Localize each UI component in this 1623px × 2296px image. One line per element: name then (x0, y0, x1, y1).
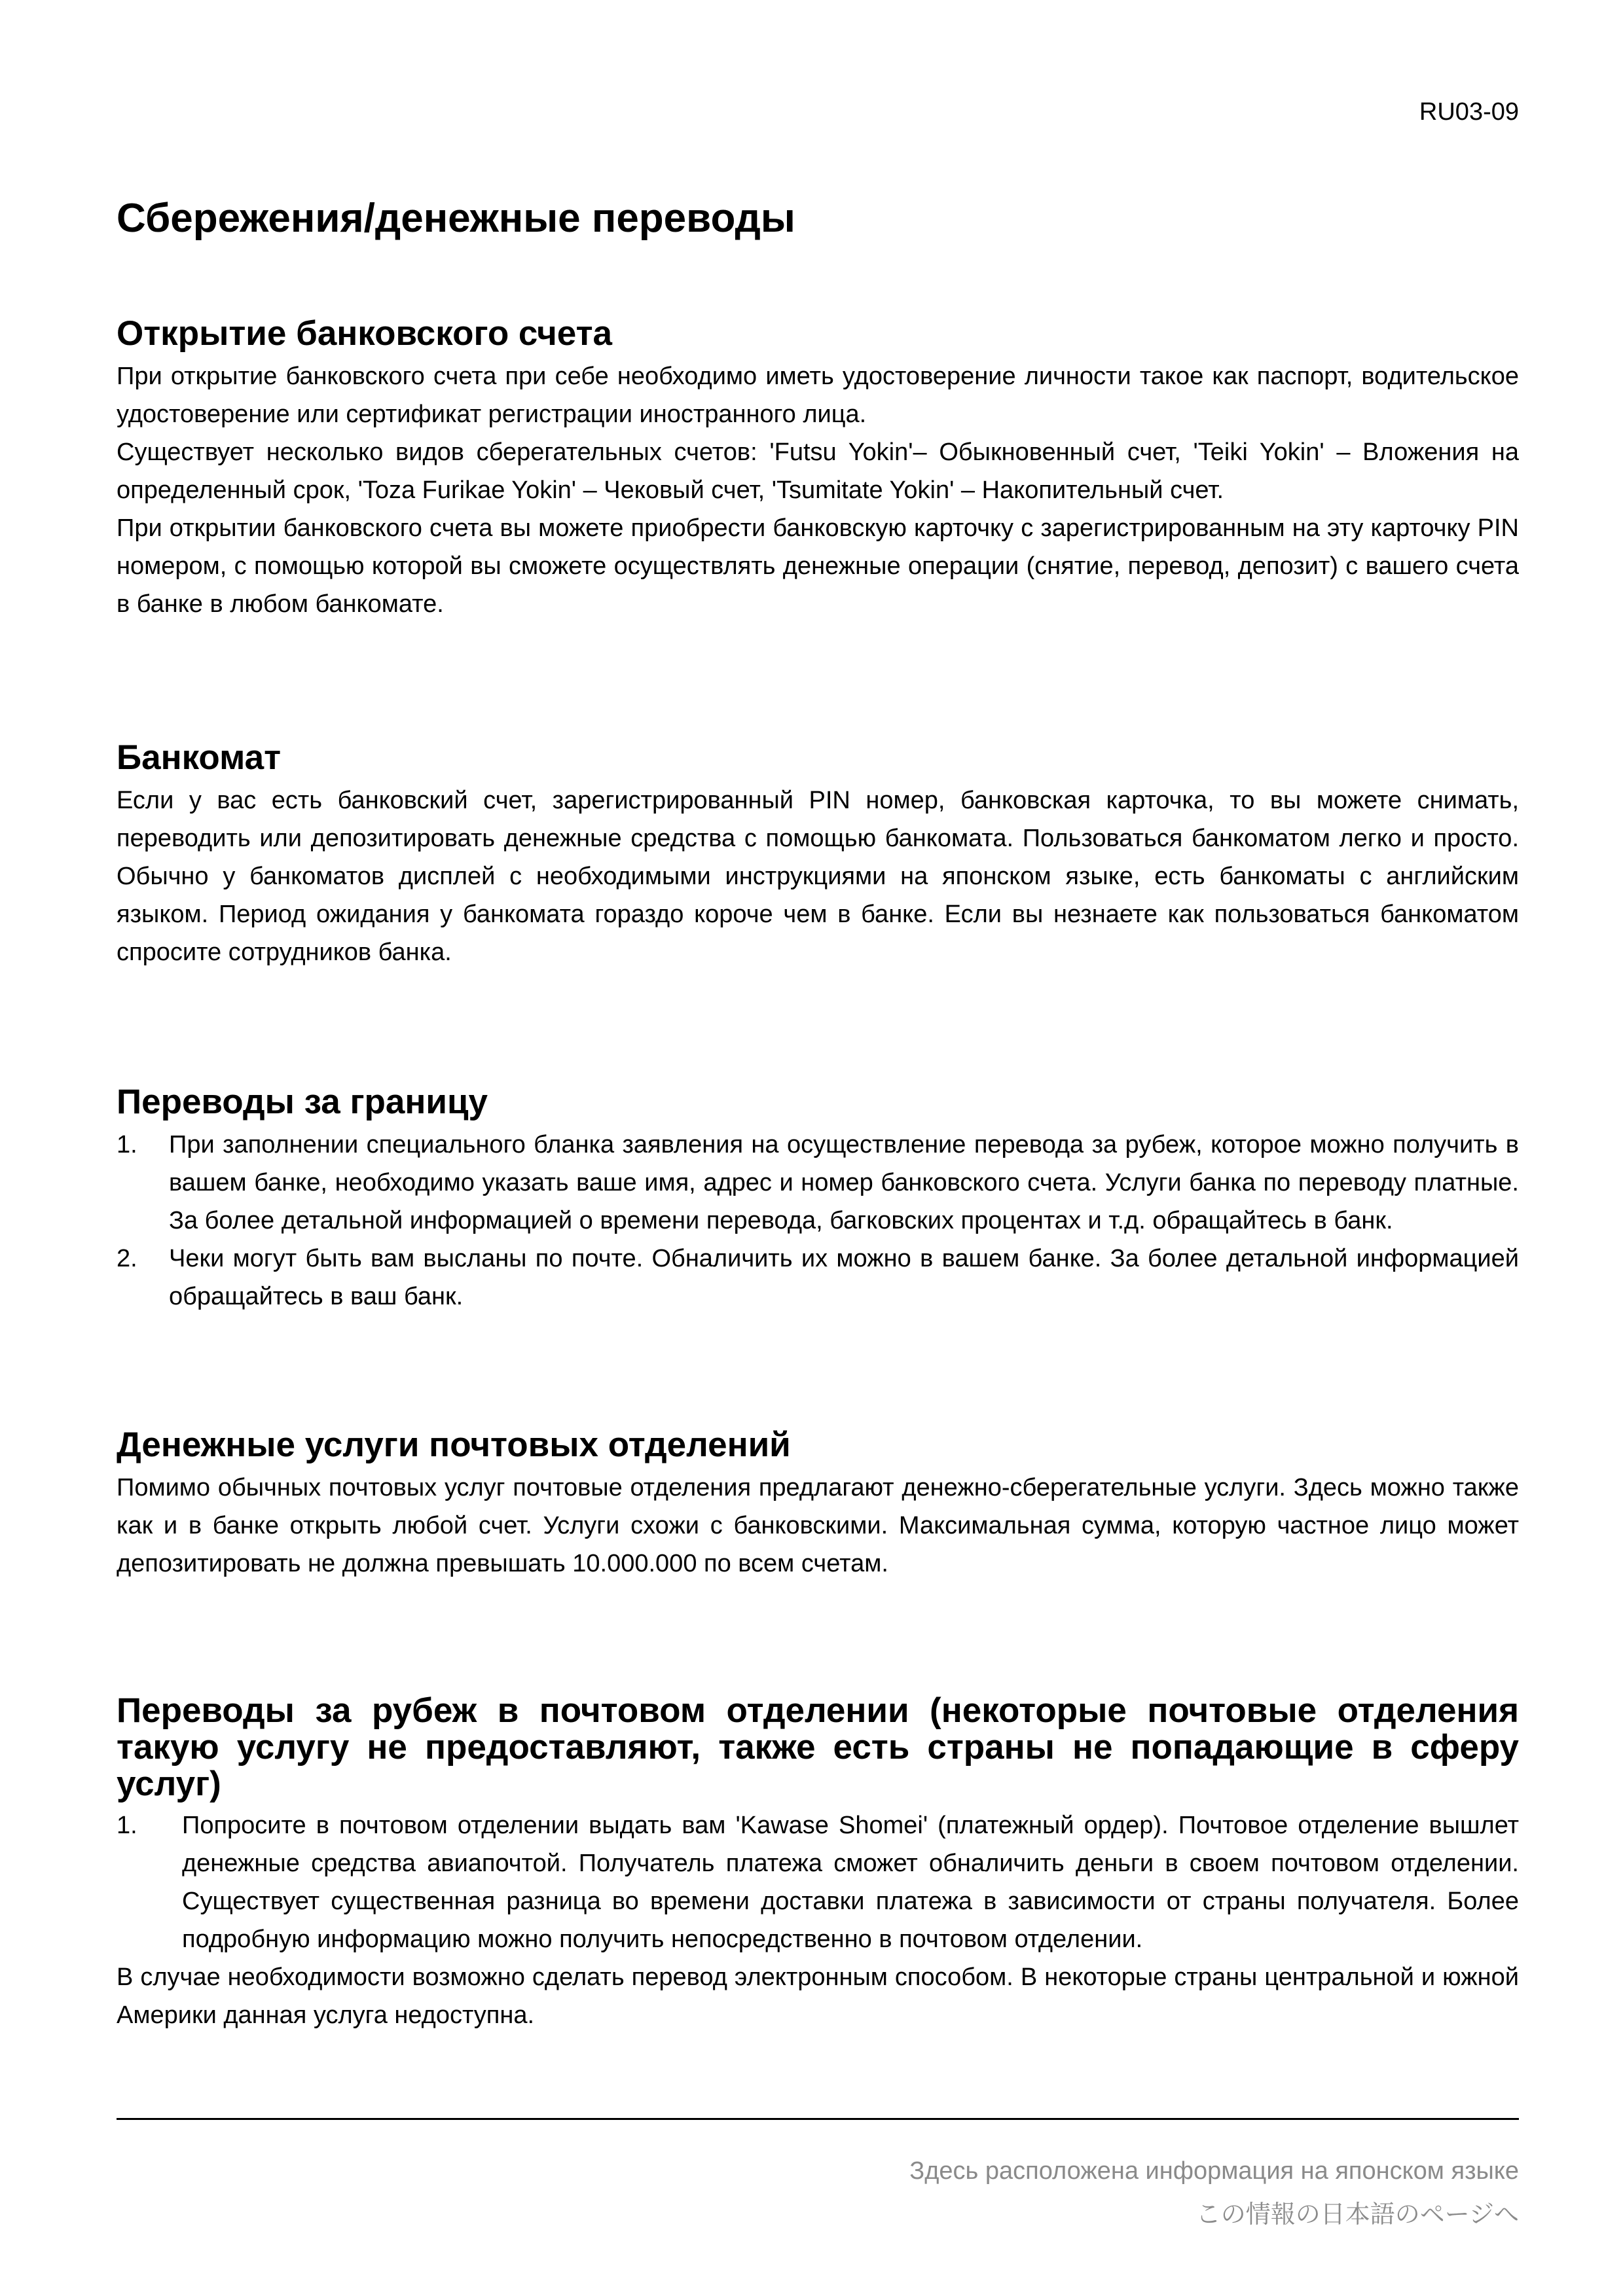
list-item-text: Попросите в почтовом отделении выдать вам 'Kawase Shomei' (платежный ордер). Почтовое отделение вышлет денежные средства авиапочтой. Получатель платежа сможет обналичить деньги в своем почтовом отделении. Существует существенная разница во времени доставки платежа в зависимости от страны получателя. Более подробную информацию можно получить непосредственно в почтовом отделении. (182, 1812, 1519, 1953)
japanese-info-link[interactable]: Здесь расположена информация на японском языке (909, 2157, 1519, 2185)
numbered-list (117, 1806, 1519, 1958)
list-item-text: Чеки могут быть вам высланы по почте. Обналичить их можно в вашем банке. За более детальной информацией обращайтесь в ваш банк. (169, 1245, 1519, 1310)
section-heading: Открытие банковского счета (117, 314, 613, 353)
footer-divider (117, 2118, 1519, 2120)
section-heading: Переводы за границу (117, 1083, 488, 1121)
section-heading: Денежные услуги почтовых отделений (117, 1426, 791, 1464)
list-item (117, 1126, 1519, 1240)
numbered-list (117, 1126, 1519, 1316)
section-postal-money-services (117, 1426, 1519, 1583)
section-transfers-abroad (117, 1083, 1519, 1316)
paragraph: При открытие банковского счета при себе необходимо иметь удостоверение личности такое как паспорт, водительское удостоверение или сертификат регистрации иностранного лица. (117, 363, 1519, 428)
closing-paragraph: В случае необходимости возможно сделать перевод электронным способом. В некоторые страны центральной и южной Америки данная услуга недоступна. (117, 1964, 1519, 2029)
section-postal-transfers-abroad (117, 1693, 1519, 2034)
paragraph: Помимо обычных почтовых услуг почтовые отделения предлагают денежно-сберегательные услуги. Здесь можно также как и в банке открыть любой счет. Услуги схожи с банковскими. Максимальная сумма, которую частное лицо может депозитировать не должна превышать 10.000.000 по всем счетам. (117, 1474, 1519, 1577)
paragraph: Существует несколько видов сберегательных счетов: 'Futsu Yokin'– Обыкновенный счет, 'Teiki Yokin' – Вложения на определенный срок, 'Toza Furikae Yokin' – Чековый счет, 'Tsumitate Yokin' – Накопительный счет. (117, 439, 1519, 504)
japanese-page-link[interactable]: この情報の日本語のページへ (1195, 2200, 1519, 2229)
section-heading: Переводы за рубеж в почтовом отделении (некоторые почтовые отделения такую услугу не предоставляют, также есть страны не попадающие в сферу услуг) (117, 1691, 1519, 1803)
list-item (117, 1240, 1519, 1316)
page-title: Сбережения/денежные переводы (117, 196, 795, 241)
list-number: 1. (117, 1812, 137, 1839)
document-code: RU03-09 (1419, 98, 1519, 126)
list-item-text: При заполнении специального бланка заявления на осуществление перевода за рубеж, которое можно получить в вашем банке, необходимо указать ваше имя, адрес и номер банковского счета. Услуги банка по переводу платные. За более детальной информацией о времени перевода, багковских процентах и т.д. обращайтесь в банк. (169, 1131, 1519, 1234)
list-number: 1. (117, 1131, 137, 1158)
paragraph: При открытии банковского счета вы можете приобрести банковскую карточку с зарегистрированным на эту карточку PIN номером, с помощью которой вы сможете осуществлять денежные операции (снятие, перевод, депозит) с вашего счета в банке в любом банкомате. (117, 514, 1519, 618)
list-item (117, 1806, 1519, 1958)
section-atm (117, 738, 1519, 971)
section-opening-account (117, 314, 1519, 623)
list-number: 2. (117, 1245, 137, 1272)
section-heading: Банкомат (117, 738, 282, 777)
paragraph: Если у вас есть банковский счет, зарегистрированный PIN номер, банковская карточка, то вы можете снимать, переводить или депозитировать денежные средства с помощью банкомата. Пользоваться банкоматом легко и просто. Обычно у банкоматов дисплей с необходимыми инструкциями на японском языке, есть банкоматы с английским языком. Период ожидания у банкомата гораздо короче чем в банке. Если вы незнаете как пользоваться банкоматом спросите сотрудников банка. (117, 787, 1519, 966)
